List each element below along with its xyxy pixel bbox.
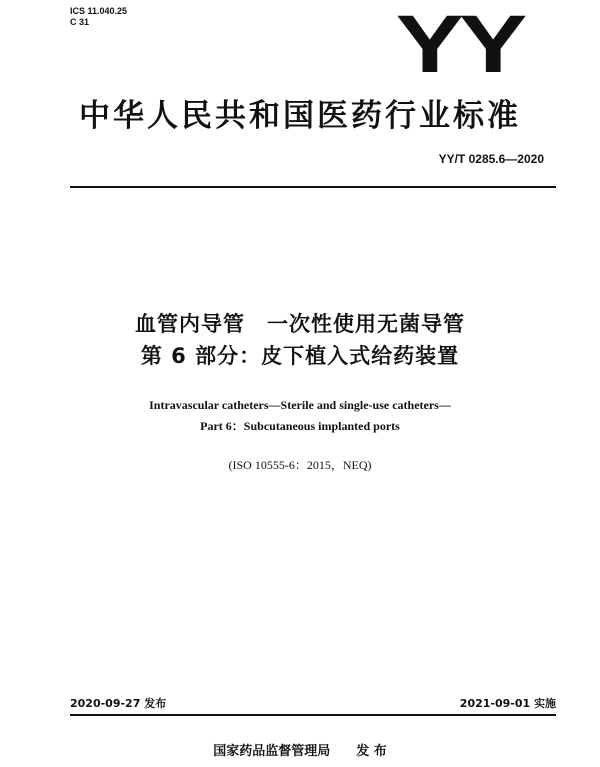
chinese-title-line-2: 第 6 部分：皮下植入式给药装置 — [140, 344, 460, 368]
bottom-divider — [70, 714, 556, 716]
issue-word: 发 布 — [356, 744, 387, 759]
iso-reference: (ISO 10555-6：2015，NEQ) — [228, 458, 372, 472]
yy-logo: YY — [395, 0, 522, 90]
standard-number: YY/T 0285.6—2020 — [438, 152, 544, 166]
issuer-line — [0, 740, 600, 759]
issuer-name: 国家药品监督管理局 — [213, 744, 331, 759]
ccs-code: C 31 — [70, 17, 90, 27]
implement-date: 2021-09-01 实施 — [459, 697, 556, 710]
ics-code: ICS 11.040.25 — [70, 6, 128, 16]
chinese-title-line-1: 血管内导管 一次性使用无菌导管 — [135, 312, 465, 336]
english-title-line-1: Intravascular catheters—Sterile and single-use catheters— — [149, 398, 451, 412]
classification-codes — [70, 6, 127, 28]
publish-date: 2020-09-27 发布 — [70, 697, 167, 710]
english-title-line-2: Part 6：Subcutaneous implanted ports — [200, 419, 400, 433]
standard-title: 中华人民共和国医药行业标准 — [79, 98, 521, 134]
top-divider — [70, 186, 556, 188]
